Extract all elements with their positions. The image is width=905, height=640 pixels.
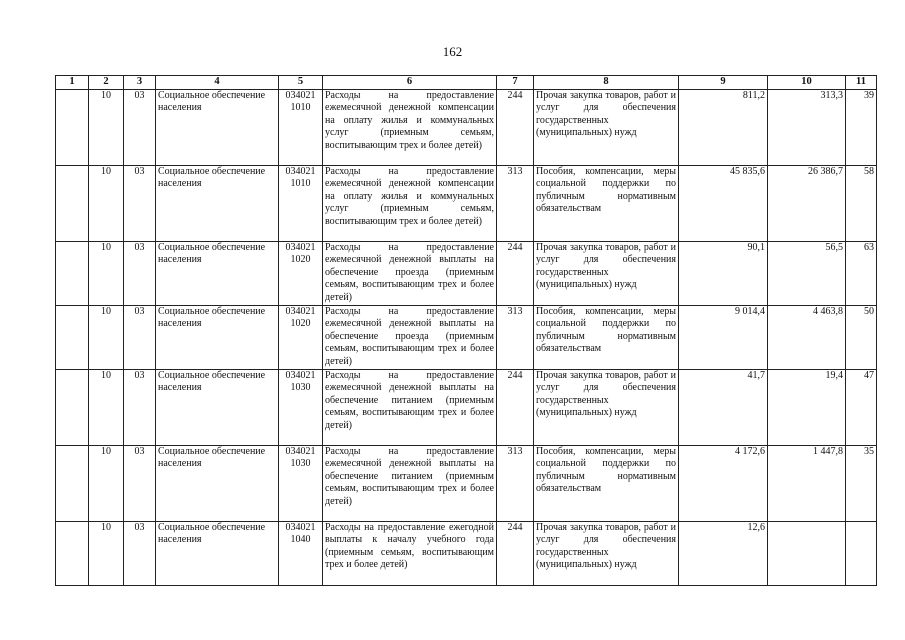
cell-section-name: Социальное обеспечение населения [156, 89, 279, 165]
col-header-9: 9 [679, 76, 768, 90]
cell-section-name: Социальное обеспечение населения [156, 241, 279, 305]
cell-subsection: 03 [124, 445, 156, 521]
col-header-4: 4 [156, 76, 279, 90]
cell-expense-type: 313 [497, 305, 534, 369]
cell-percent: 35 [846, 445, 877, 521]
cell-expense-type-name: Прочая закупка товаров, работ и услуг для обеспечения государственных (муниципальных) нужд [534, 521, 679, 585]
cell-expense-type: 244 [497, 369, 534, 445]
cell-expense-type-name: Пособия, компенсации, меры социальной поддержки по публичным нормативным обязательствам [534, 305, 679, 369]
col-header-6: 6 [323, 76, 497, 90]
cell-actual-amount: 1 447,8 [768, 445, 846, 521]
cell-subsection: 03 [124, 89, 156, 165]
cell-actual-amount: 26 386,7 [768, 165, 846, 241]
cell-percent: 63 [846, 241, 877, 305]
cell-section-name: Социальное обеспечение населения [156, 165, 279, 241]
cell-expense-type: 244 [497, 521, 534, 585]
cell-expense-name: Расходы на предоставление ежемесячной денежной выплаты на обеспечение проезда (приемным семьям, воспитывающим трех и более детей) [323, 305, 497, 369]
table-row [56, 241, 877, 305]
cell-plan-amount: 9 014,4 [679, 305, 768, 369]
cell-target-code: 034021 1020 [279, 241, 323, 305]
cell-expense-type: 244 [497, 241, 534, 305]
cell-plan-amount: 41,7 [679, 369, 768, 445]
col-header-5: 5 [279, 76, 323, 90]
cell-percent: 39 [846, 89, 877, 165]
cell-plan-amount: 4 172,6 [679, 445, 768, 521]
cell-actual-amount: 19,4 [768, 369, 846, 445]
table-row [56, 305, 877, 369]
cell-expense-name: Расходы на предоставление ежемесячной денежной выплаты на обеспечение питанием (приемным семьям, воспитывающим трех и более детей) [323, 369, 497, 445]
budget-table [55, 75, 877, 586]
cell-section: 10 [89, 445, 124, 521]
cell-subsection: 03 [124, 305, 156, 369]
cell-empty [56, 165, 89, 241]
cell-section-name: Социальное обеспечение населения [156, 521, 279, 585]
cell-actual-amount [768, 521, 846, 585]
cell-percent [846, 521, 877, 585]
cell-subsection: 03 [124, 241, 156, 305]
cell-target-code: 034021 1010 [279, 165, 323, 241]
cell-target-code: 034021 1010 [279, 89, 323, 165]
page-number: 162 [442, 44, 463, 59]
cell-expense-type: 313 [497, 445, 534, 521]
cell-section-name: Социальное обеспечение населения [156, 305, 279, 369]
table-row [56, 165, 877, 241]
cell-section-name: Социальное обеспечение населения [156, 445, 279, 521]
cell-expense-name: Расходы на предоставление ежемесячной денежной выплаты на обеспечение проезда (приемным семьям, воспитывающим трех и более детей) [323, 241, 497, 305]
col-header-2: 2 [89, 76, 124, 90]
col-header-11: 11 [846, 76, 877, 90]
cell-plan-amount: 811,2 [679, 89, 768, 165]
cell-empty [56, 89, 89, 165]
cell-plan-amount: 45 835,6 [679, 165, 768, 241]
cell-subsection: 03 [124, 521, 156, 585]
cell-target-code: 034021 1030 [279, 369, 323, 445]
cell-section: 10 [89, 165, 124, 241]
table-row [56, 369, 877, 445]
cell-subsection: 03 [124, 369, 156, 445]
cell-expense-type-name: Пособия, компенсации, меры социальной поддержки по публичным нормативным обязательствам [534, 165, 679, 241]
cell-percent: 47 [846, 369, 877, 445]
cell-expense-name: Расходы на предоставление ежемесячной денежной компенсации на оплату жилья и коммунальных услуг (приемным семьям, воспитывающим трех и более детей) [323, 165, 497, 241]
cell-expense-name: Расходы на предоставление ежемесячной денежной компенсации на оплату жилья и коммунальных услуг (приемным семьям, воспитывающим трех и более детей) [323, 89, 497, 165]
cell-actual-amount: 56,5 [768, 241, 846, 305]
col-header-7: 7 [497, 76, 534, 90]
cell-empty [56, 241, 89, 305]
table-row [56, 521, 877, 585]
cell-empty [56, 521, 89, 585]
cell-empty [56, 305, 89, 369]
cell-empty [56, 369, 89, 445]
cell-expense-name: Расходы на предоставление ежегодной выплаты к началу учебного года (приемным семьям, воспитывающим трех и более детей) [323, 521, 497, 585]
cell-section: 10 [89, 521, 124, 585]
cell-expense-type-name: Пособия, компенсации, меры социальной поддержки по публичным нормативным обязательствам [534, 445, 679, 521]
cell-target-code: 034021 1020 [279, 305, 323, 369]
cell-percent: 58 [846, 165, 877, 241]
cell-target-code: 034021 1030 [279, 445, 323, 521]
cell-target-code: 034021 1040 [279, 521, 323, 585]
cell-section: 10 [89, 241, 124, 305]
table-row [56, 89, 877, 165]
cell-empty [56, 445, 89, 521]
cell-subsection: 03 [124, 165, 156, 241]
cell-percent: 50 [846, 305, 877, 369]
cell-section: 10 [89, 305, 124, 369]
cell-section-name: Социальное обеспечение населения [156, 369, 279, 445]
cell-expense-type-name: Прочая закупка товаров, работ и услуг для обеспечения государственных (муниципальных) нужд [534, 369, 679, 445]
cell-section: 10 [89, 369, 124, 445]
cell-expense-type: 313 [497, 165, 534, 241]
cell-expense-type: 244 [497, 89, 534, 165]
col-header-8: 8 [534, 76, 679, 90]
cell-actual-amount: 4 463,8 [768, 305, 846, 369]
col-header-3: 3 [124, 76, 156, 90]
cell-expense-name: Расходы на предоставление ежемесячной денежной выплаты на обеспечение питанием (приемным семьям, воспитывающим трех и более детей) [323, 445, 497, 521]
header-row [56, 76, 877, 90]
cell-expense-type-name: Прочая закупка товаров, работ и услуг для обеспечения государственных (муниципальных) нужд [534, 89, 679, 165]
cell-plan-amount: 90,1 [679, 241, 768, 305]
cell-expense-type-name: Прочая закупка товаров, работ и услуг для обеспечения государственных (муниципальных) нужд [534, 241, 679, 305]
cell-section: 10 [89, 89, 124, 165]
col-header-10: 10 [768, 76, 846, 90]
cell-plan-amount: 12,6 [679, 521, 768, 585]
cell-actual-amount: 313,3 [768, 89, 846, 165]
col-header-1: 1 [56, 76, 89, 90]
table-row [56, 445, 877, 521]
